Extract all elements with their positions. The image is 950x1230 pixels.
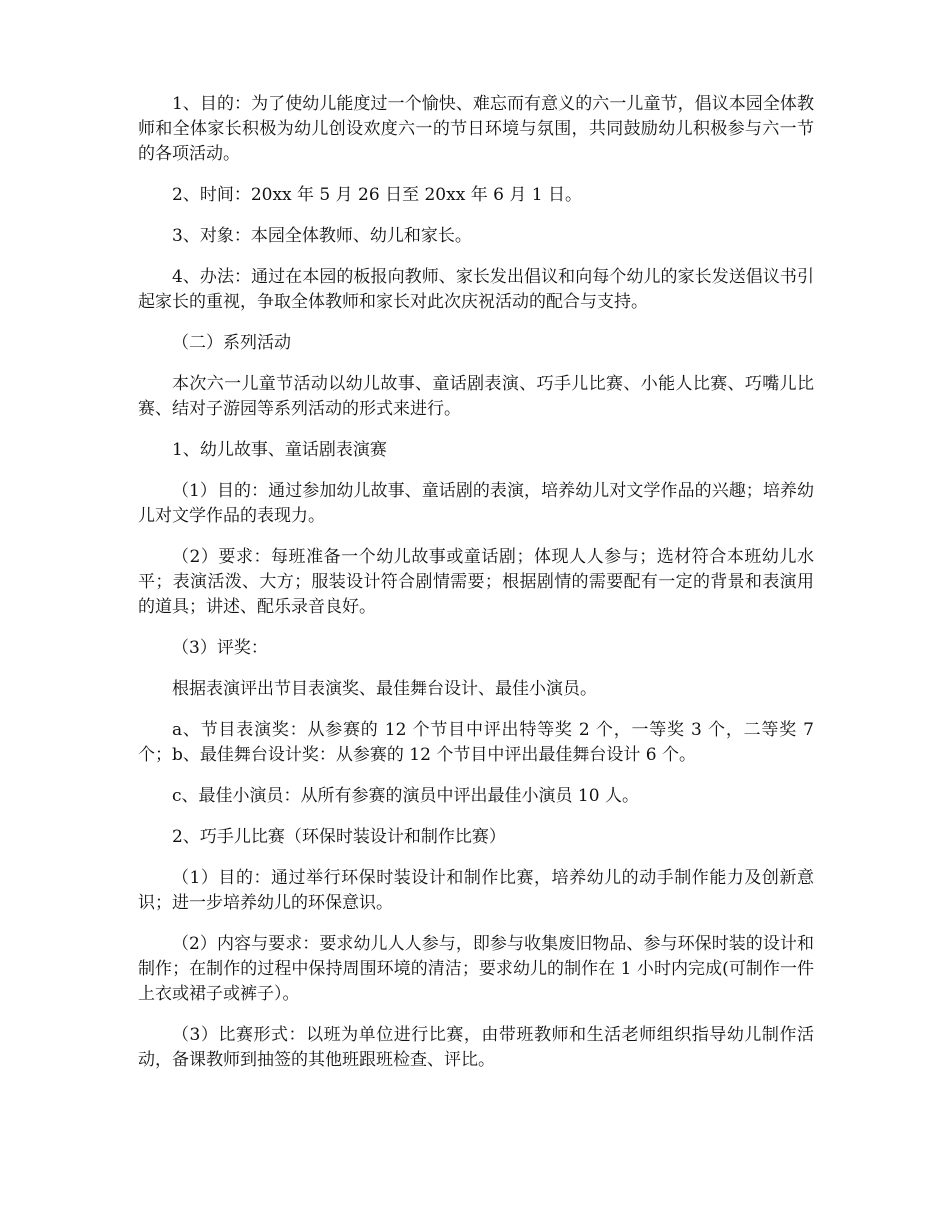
paragraph-purpose: 1、目的：为了使幼儿能度过一个愉快、难忘而有意义的六一儿童节，倡议本园全体教师和全体家长积极为幼儿创设欢度六一的节日环境与氛围，共同鼓励幼儿积极参与六一节的各项活动。 xyxy=(138,94,814,164)
paragraph-story-awards-label: （3）评奖： xyxy=(172,638,268,658)
subheading-handcraft-contest: 2、巧手儿比赛（环保时装设计和制作比赛） xyxy=(172,827,506,847)
paragraph-handcraft-requirements: （2）内容与要求：要求幼儿人人参与，即参与收集废旧物品、参与环保时装的设计和制作；在制作的过程中保持周围环境的清洁；要求幼儿的制作在 1 小时内完成(可制作一件上衣或裙子或裤子）。 xyxy=(138,934,814,1004)
paragraph-series-intro: 本次六一儿童节活动以幼儿故事、童话剧表演、巧手儿比赛、小能人比赛、巧嘴儿比赛、结对子游园等系列活动的形式来进行。 xyxy=(138,374,814,419)
section-heading-series-activities: （二）系列活动 xyxy=(172,333,291,353)
paragraph-time: 2、时间：20xx 年 5 月 26 日至 20xx 年 6 月 1 日。 xyxy=(172,185,582,205)
paragraph-story-requirements: （2）要求：每班准备一个幼儿故事或童话剧；体现人人参与；选材符合本班幼儿水平；表演活泼、大方；服装设计符合剧情需要；根据剧情的需要配有一定的背景和表演用的道具；讲述、配乐录音良好。 xyxy=(138,547,814,617)
paragraph-awards-program-stage: a、节目表演奖：从参赛的 12 个节目中评出特等奖 2 个，一等奖 3 个，二等奖 7 个；b、最佳舞台设计奖：从参赛的 12 个节目中评出最佳舞台设计 6 个。 xyxy=(138,720,814,765)
paragraph-story-purpose: （1）目的：通过参加幼儿故事、童话剧的表演，培养幼儿对文学作品的兴趣；培养幼儿对文学作品的表现力。 xyxy=(138,481,814,526)
document-page xyxy=(138,92,814,1073)
paragraph-awards-summary: 根据表演评出节目表演奖、最佳舞台设计、最佳小演员。 xyxy=(172,679,597,699)
paragraph-target: 3、对象：本园全体教师、幼儿和家长。 xyxy=(172,226,472,246)
paragraph-awards-best-actor: c、最佳小演员：从所有参赛的演员中评出最佳小演员 10 人。 xyxy=(172,786,639,806)
subheading-story-drama-contest: 1、幼儿故事、童话剧表演赛 xyxy=(172,440,387,460)
paragraph-handcraft-purpose: （1）目的：通过举行环保时装设计和制作比赛，培养幼儿的动手制作能力及创新意识；进一步培养幼儿的环保意识。 xyxy=(138,868,814,913)
paragraph-method: 4、办法：通过在本园的板报向教师、家长发出倡议和向每个幼儿的家长发送倡议书引起家长的重视，争取全体教师和家长对此次庆祝活动的配合与支持。 xyxy=(138,267,814,312)
paragraph-handcraft-format: （3）比赛形式：以班为单位进行比赛，由带班教师和生活老师组织指导幼儿制作活动，备课教师到抽签的其他班跟班检查、评比。 xyxy=(138,1025,814,1070)
